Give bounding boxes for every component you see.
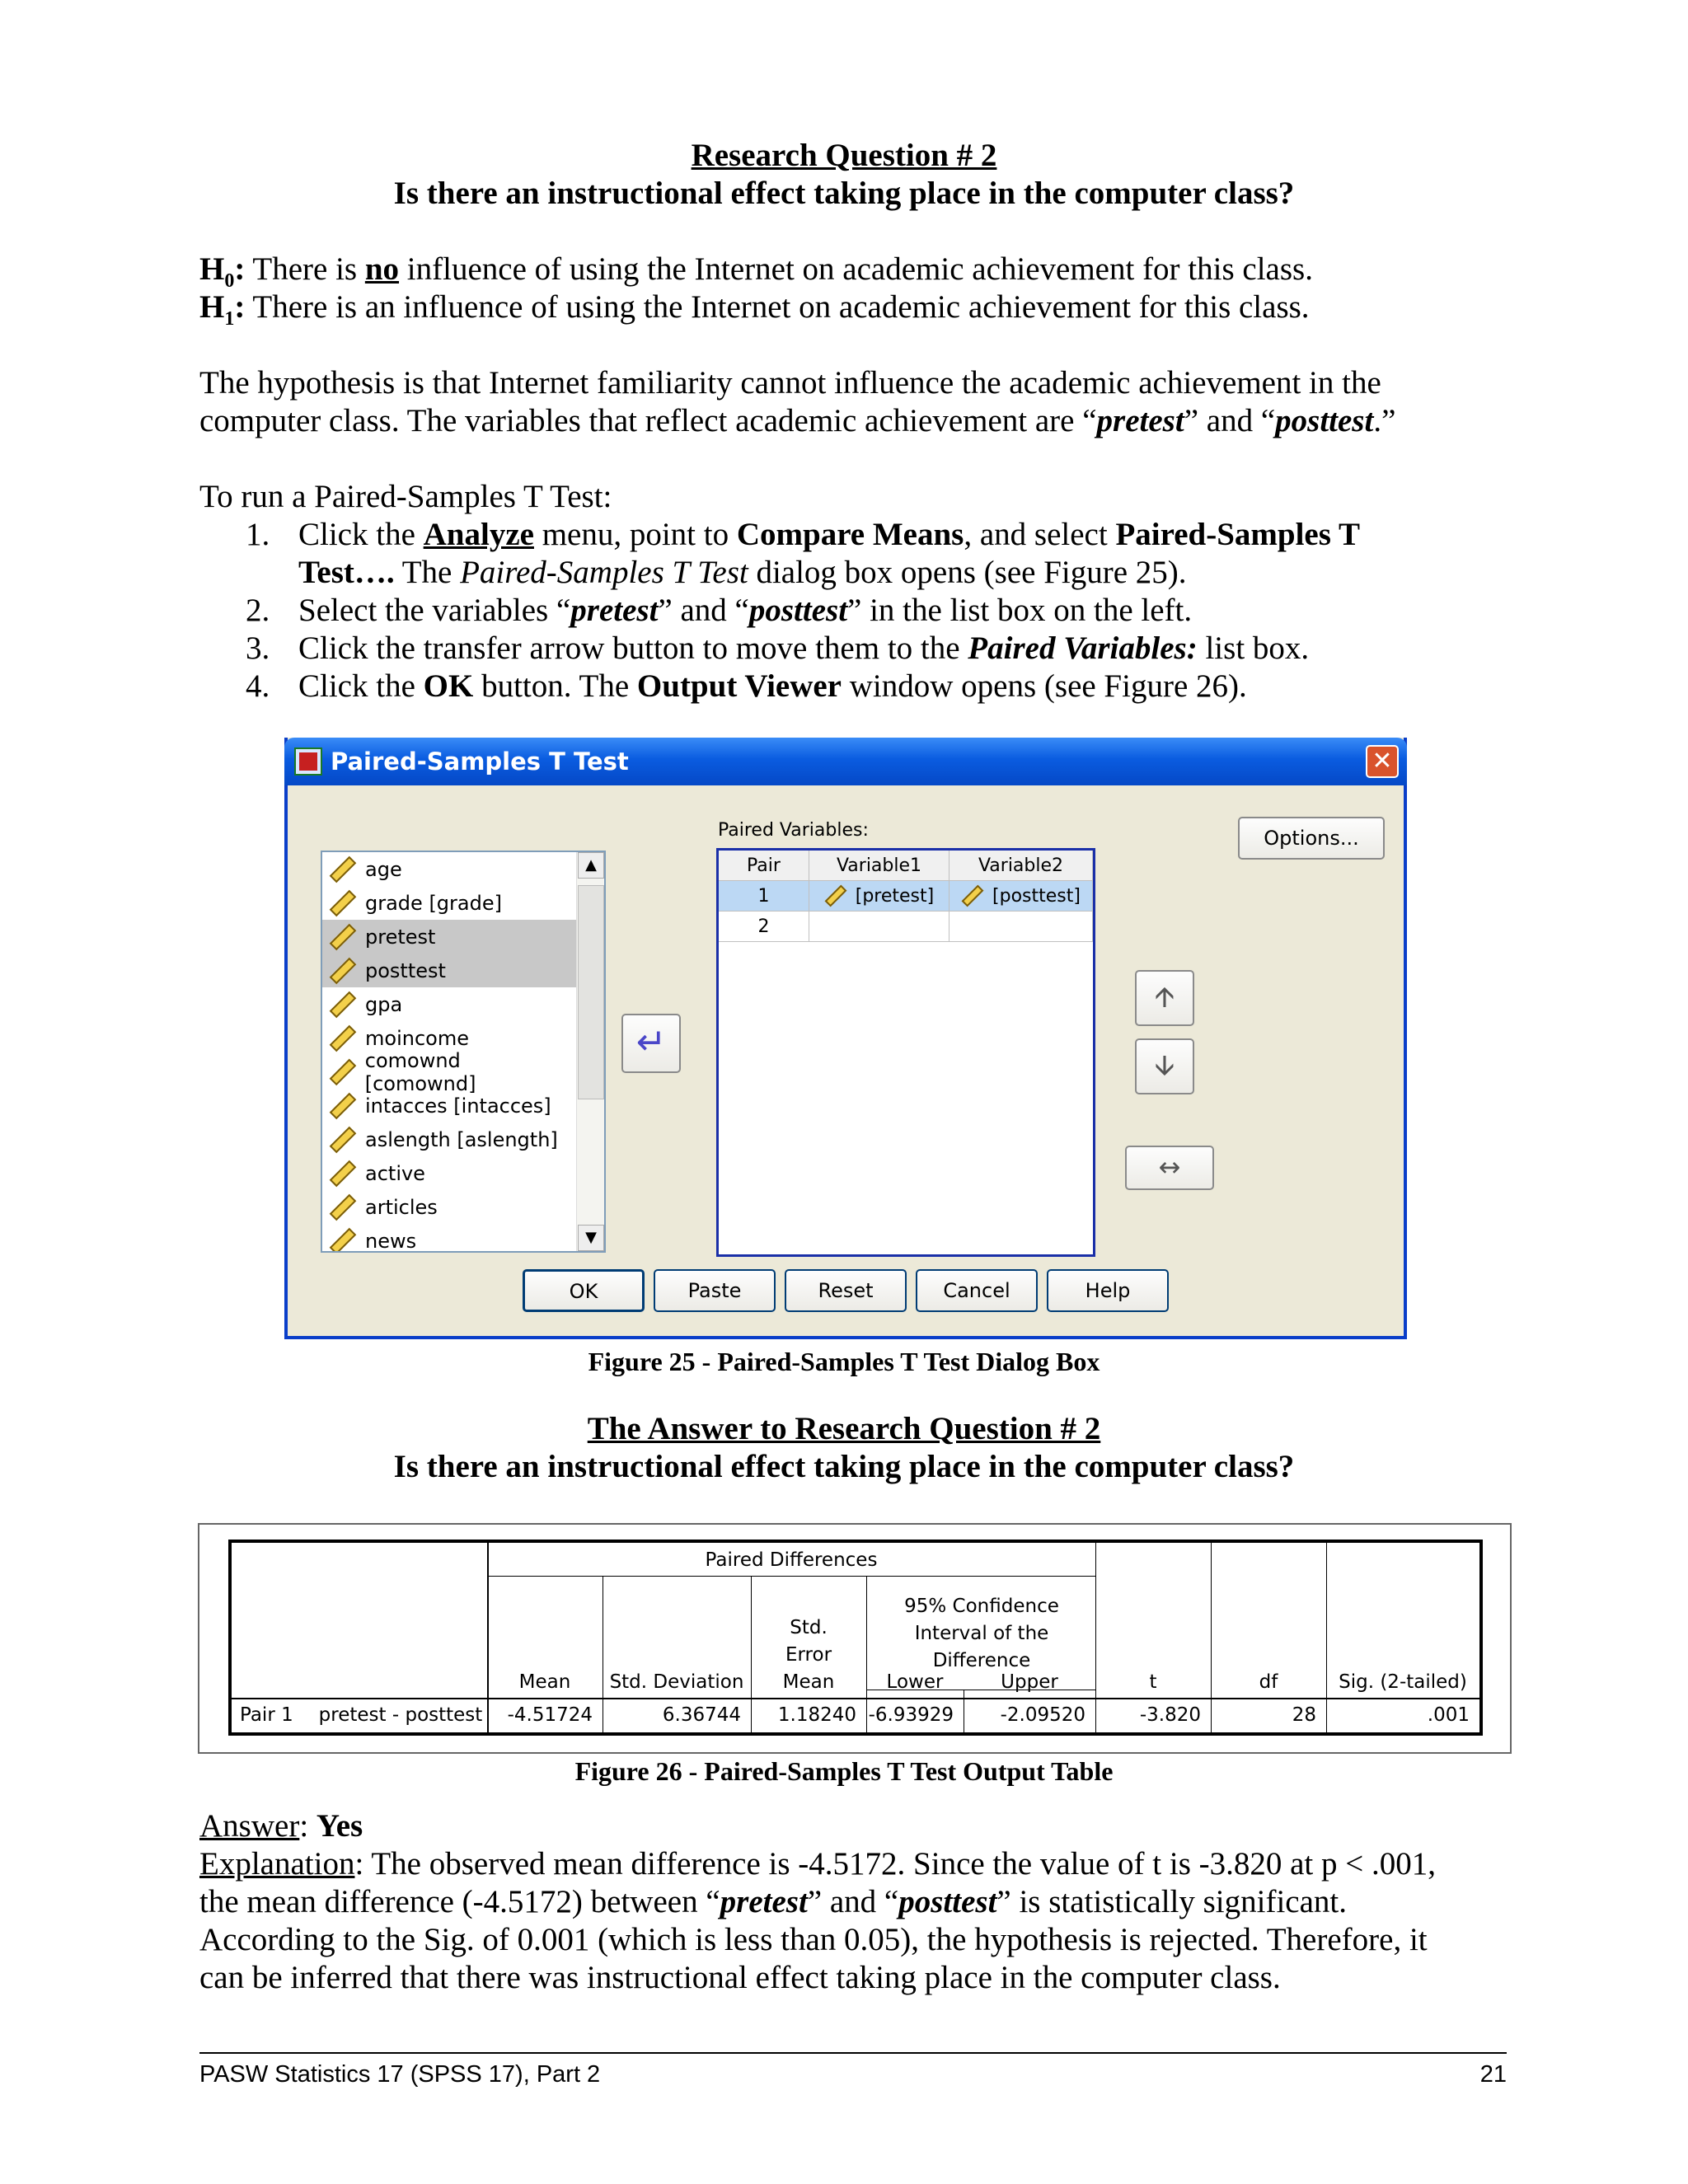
variable-name: pretest [365,925,436,949]
value-df: 28 [1292,1704,1316,1726]
variable-name: news [365,1229,417,1253]
paste-button[interactable]: Paste [654,1269,776,1312]
step-2-var-pretest: pretest [570,593,659,628]
variable-name: posttest [365,958,446,982]
grid-variable1-value: [pretest] [855,885,935,907]
step-1-a: Click the [298,517,424,552]
variable-list-item[interactable] [322,852,576,886]
footer-title: PASW Statistics 17 (SPSS 17), Part 2 [199,2061,601,2088]
scale-ruler-icon [330,1058,356,1085]
h0-emphasis: no [364,251,400,287]
intro-line-2-post: .” [1373,403,1396,438]
output-table [228,1540,1483,1736]
grid-pair-cell: 1 [719,881,809,912]
variable-list-item[interactable] [322,1089,576,1122]
paired-samples-ref: Paired-Samples T [1115,517,1360,552]
explanation-var-posttest: posttest [898,1884,997,1919]
answer-label: Answer [199,1808,300,1844]
variable-list-scrollbar[interactable] [576,852,604,1251]
value-mean: -4.51724 [507,1704,593,1726]
paired-variables-ref: Paired Variables: [968,630,1198,666]
step-4-text [298,668,1247,705]
step-number: 3. [246,630,270,666]
variable-name: gpa [365,992,403,1016]
value-sig: .001 [1427,1704,1470,1726]
intro-mid: ” and “ [1184,403,1276,438]
answer-section [199,1807,1518,1997]
paired-samples-dialog [284,738,1407,1339]
figure-26-caption: Figure 26 - Paired-Samples T Test Output Table [574,1756,1114,1786]
value-std-deviation: 6.36744 [662,1704,741,1726]
variable-name: articles [365,1195,438,1219]
close-icon: ✕ [1372,747,1393,776]
col-std-deviation: Std. Deviation [609,1671,744,1693]
scale-ruler-icon [824,885,846,907]
figure-25-caption: Figure 25 - Paired-Samples T Test Dialog Box [588,1347,1100,1376]
output-viewer-ref: Output Viewer [636,668,842,704]
scale-ruler-icon [330,1024,357,1052]
research-heading [0,137,1688,213]
h0-subscript: 0 [224,269,235,292]
step-1-e: dialog box opens (see Figure 25). [748,555,1187,590]
variable-list-item[interactable] [322,987,576,1021]
variable-list-item[interactable] [322,1048,576,1095]
step-1-d: The [394,555,461,590]
variable-name: active [365,1161,425,1185]
step-1 [246,516,1360,592]
scroll-down-arrow-icon[interactable]: ▼ [578,1225,604,1251]
ci-header: 95% Confidence Interval of the Difference [904,1595,1059,1671]
scale-ruler-icon [330,889,357,916]
grid-header-variable2: Variable2 [950,851,1093,881]
move-down-icon: 🡫 [1154,1049,1175,1082]
grid-pair-cell: 2 [719,912,809,942]
h1-subscript: 1 [224,307,235,330]
paired-differences-header: Paired Differences [705,1549,878,1571]
grid-variable2-value: [posttest] [992,885,1081,907]
hypothesis-h1: $H_1$: There is an influence of using the Internet on academic achievement for this class. [199,289,1310,330]
compare-means-ref: Compare Means [736,517,964,552]
transfer-arrow-icon: ↵ [635,1021,667,1063]
analyze-menu-ref: Analyze [423,517,534,552]
h1-text: There is an influence of using the Internet on academic achievement for this class. [252,289,1310,325]
scroll-up-arrow-icon[interactable]: ▲ [578,852,604,879]
scale-ruler-icon [962,885,984,907]
paired-variables-label: Paired Variables: [718,820,869,841]
col-mean: Mean [518,1671,571,1693]
research-question: Is there an instructional effect taking place in the computer class? [393,176,1295,211]
variable-list-item[interactable] [322,920,576,954]
scale-ruler-icon [330,957,357,984]
ok-button[interactable]: OK [523,1269,645,1312]
step-3 [246,630,1360,668]
variable-name: intacces [intacces] [365,1094,551,1118]
intro-paragraph [199,364,1518,440]
step-4 [246,668,1360,705]
explanation-line-2 [199,1883,1518,1921]
variable-list-item[interactable] [322,1122,576,1156]
grid-variable2-cell[interactable] [950,881,1093,912]
h0-label: H [199,251,225,287]
scale-ruler-icon [330,1227,357,1253]
variable-list-item[interactable] [322,1224,576,1253]
step-1-b: menu, point to [533,517,737,552]
grid-variable1-cell[interactable] [809,881,950,912]
scale-ruler-icon [330,1092,357,1119]
col-df: df [1259,1671,1278,1693]
step-4-c: window opens (see Figure 26). [842,668,1247,704]
step-number: 2. [246,593,270,628]
variable-name: age [365,857,402,881]
hypothesis-h0: $H_0$: There is no influence of using the Internet on academic achievement for this class. [199,251,1313,292]
intro-line-1: The hypothesis is that Internet familiarity cannot influence the academic achievement in the [199,365,1381,401]
step-2-var-posttest: posttest [748,593,848,628]
swap-icon: ↔ [1158,1151,1181,1183]
explanation-line-1 [199,1845,1518,1883]
dialog-title: Paired-Samples T Test [331,748,629,776]
explanation-mid: ” and “ [807,1884,899,1919]
scale-ruler-icon [330,991,357,1018]
explanation-var-pretest: pretest [720,1884,808,1919]
help-button[interactable]: Help [1047,1269,1169,1312]
answer-heading-title: The Answer to Research Question # 2 [587,1411,1101,1446]
h1-label: H [199,289,225,325]
variable-name: aslength [aslength] [365,1127,558,1151]
grid-header-pair: Pair [719,851,809,881]
table-rule [487,1576,1095,1577]
step-3-text [298,630,1309,668]
grid-header-row [719,851,1093,881]
col-std-error-mean: Std. Error Mean [782,1617,835,1693]
grid-row[interactable] [719,912,1093,942]
scale-ruler-icon [330,855,357,883]
col-lower: Lower [886,1671,944,1693]
step-4-b: button. The [473,668,637,704]
variable-list-item[interactable] [322,1156,576,1190]
variable-list-item[interactable] [322,886,576,920]
options-button[interactable]: Options... [1238,817,1385,860]
step-3-a: Click the transfer arrow button to move them to the [298,630,968,666]
variable-name: moincome [365,1026,469,1050]
h0-text-post: influence of using the Internet on academic achievement for this class. [399,251,1313,287]
intro-var-posttest: posttest [1275,403,1374,438]
footer-rule [199,2052,1507,2054]
test-ref: Test…. [298,555,395,590]
row-label-pair: Pair 1 [240,1704,293,1726]
spss-app-icon [294,748,322,776]
paired-variables-grid[interactable] [716,848,1095,1257]
step-1-c: , and select [964,517,1116,552]
step-1-text [298,516,1360,592]
scrollbar-thumb[interactable] [578,885,604,1099]
scale-ruler-icon [330,1160,357,1187]
step-2-b: ” and “ [658,593,749,628]
scale-ruler-icon [330,1193,357,1221]
step-number: 4. [246,668,270,704]
grid-variable1-cell[interactable] [809,912,950,942]
variable-list-item[interactable] [322,1190,576,1224]
answer-heading-question: Is there an instructional effect taking place in the computer class? [393,1449,1295,1484]
move-up-icon: 🡩 [1154,981,1175,1014]
answer-line: Answer: Yes [199,1808,363,1844]
dialog-name-ref: Paired-Samples T Test [460,555,748,590]
steps-intro: To run a Paired-Samples T Test: [199,479,612,514]
research-title: Research Question # 2 [691,138,997,173]
transfer-button[interactable] [621,1014,681,1073]
col-upper: Upper [1001,1671,1058,1693]
step-1-line-2 [298,554,1360,592]
page-number: 21 [1479,2061,1507,2088]
intro-line-2-pre: computer class. The variables that reflect academic achievement are “ [199,403,1097,438]
value-upper: -2.09520 [1000,1704,1085,1726]
reset-button[interactable]: Reset [785,1269,907,1312]
value-t: -3.820 [1139,1704,1201,1726]
variable-name: comownd [comownd] [364,1048,476,1095]
variable-list-item[interactable] [322,954,576,987]
swap-button[interactable] [1125,1146,1214,1190]
intro-var-pretest: pretest [1096,403,1184,438]
step-4-a: Click the [298,668,424,704]
dialog-titlebar[interactable] [284,738,1407,785]
step-2-a: Select the variables “ [298,593,571,628]
variable-name: grade [grade] [365,891,502,915]
answer-heading [0,1410,1688,1486]
col-t: t [1149,1671,1157,1693]
explanation-text-2-post: ” is statistically significant. [996,1884,1347,1919]
step-2-c: ” in the list box on the left. [847,593,1193,628]
step-2-text [298,592,1192,630]
h0-text-pre: There is [252,251,365,287]
scale-ruler-icon [330,923,357,950]
explanation-text-1: : The observed mean difference is -4.5172. Since the value of t is -3.820 at p < .001, [354,1846,1436,1882]
row-label-variables: pretest - posttest [318,1704,483,1726]
value-lower: -6.93929 [868,1704,954,1726]
ok-ref: OK [423,668,474,704]
step-1-line-1 [298,516,1360,554]
grid-header-variable1: Variable1 [809,851,950,881]
grid-variable2-cell[interactable] [950,912,1093,942]
step-number: 1. [246,517,270,552]
cancel-button[interactable]: Cancel [916,1269,1038,1312]
step-3-b: list box. [1197,630,1310,666]
value-std-error-mean: 1.18240 [777,1704,856,1726]
explanation-line-3: According to the Sig. of 0.001 (which is less than 0.05), the hypothesis is rejected. Therefore, it [199,1922,1428,1957]
move-down-button[interactable] [1135,1038,1194,1094]
close-button[interactable] [1366,745,1399,778]
answer-value: Yes [316,1808,363,1844]
step-2 [246,592,1360,630]
move-up-button[interactable] [1135,970,1194,1026]
explanation-line-4: can be inferred that there was instructional effect taking place in the computer class. [199,1960,1281,1995]
steps-list [246,516,1360,705]
scale-ruler-icon [330,1126,357,1153]
col-sig: Sig. (2-tailed) [1339,1671,1467,1693]
explanation-label: Explanation [199,1846,355,1882]
explanation-text-2-pre: the mean difference (-4.5172) between “ [199,1884,720,1919]
grid-row[interactable] [719,881,1093,912]
intro-line-2 [199,402,1518,440]
variable-list[interactable] [321,851,606,1253]
variable-items [322,852,604,1253]
